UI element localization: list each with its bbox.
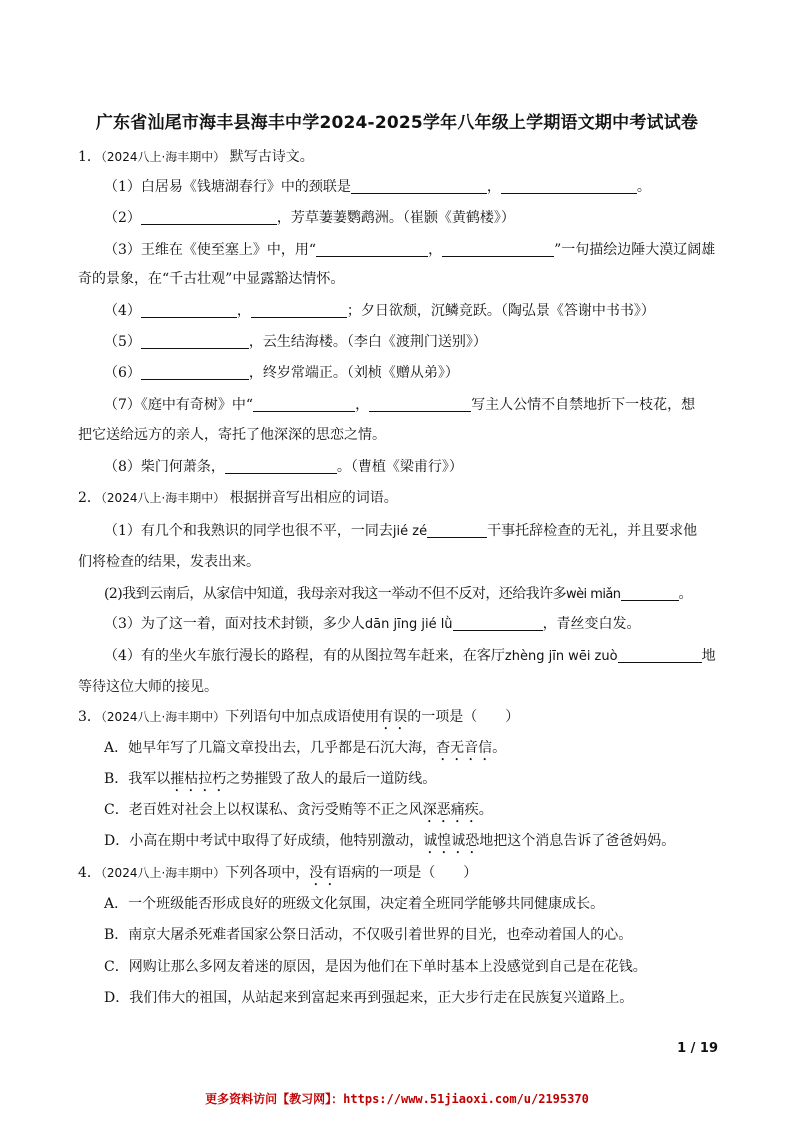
q2-item-1: （1）有几个和我熟识的同学也很不平，一同去jié zé 干事托辞检查的无礼，并且要求他 [104, 523, 698, 539]
q1-item-1: （1）白居易《钱塘湖春行》中的颈联是 ， 。 [104, 179, 651, 195]
answer-blank[interactable] [316, 242, 428, 257]
q1-item-3: （3）王维在《使至塞上》中，用“ ， ”一句描绘边陲大漠辽阔雄 [104, 242, 716, 258]
emphasized-text: 没有 [309, 865, 338, 881]
q3-option-a[interactable]: A．她早年写了几篇文章投出去，几乎都是石沉大海，杳无音信。 [104, 740, 507, 756]
answer-blank[interactable] [618, 648, 702, 663]
q2-item-2: (2)我到云南后，从家信中知道，我母亲对我这一举动不但不反对，还给我许多wèi miǎn 。 [104, 586, 692, 602]
q3-option-d[interactable]: D．小高在期中考试中取得了好成绩，他特别激动，诚惶诚恐地把这个消息告诉了爸爸妈妈。 [104, 833, 676, 849]
answer-blank[interactable] [453, 616, 543, 631]
q3-option-b[interactable]: B．我军以摧枯拉朽之势摧毁了敌人的最后一道防线。 [104, 771, 437, 787]
source-tag: （2024八上·海丰期中） [100, 710, 226, 724]
q1-item-4: （4） ， ；夕日欲颓，沉鳞竞跃。（陶弘景《答谢中书书》） [104, 303, 655, 319]
question-number: 4． [78, 865, 101, 881]
q2-item-3: （3）为了这一着，面对技术封锁，多少人dān jīng jié lǜ ，青丝变白发。 [104, 616, 641, 632]
answer-blank[interactable] [141, 334, 249, 349]
source-tag: （2024八上·海丰期中） [100, 866, 226, 880]
emphasized-text: 有误 [379, 709, 408, 725]
document-title: 广东省汕尾市海丰县海丰中学2024-2025学年八年级上学期语文期中考试试卷 [95, 113, 699, 133]
dotted-idiom: 摧枯拉朽 [170, 771, 227, 787]
answer-blank[interactable] [253, 397, 355, 412]
q1-item-7-cont: 把它送给远方的亲人，寄托了他深深的思恋之情。 [78, 427, 386, 443]
answer-blank[interactable] [351, 179, 487, 194]
question-prompt: 根据拼音写出相应的词语。 [229, 490, 398, 506]
pinyin: wèi miǎn [566, 587, 621, 602]
q1-item-5: （5） ，云生结海楼。（李白《渡荆门送别》） [104, 334, 487, 350]
question-prompt: 默写古诗文。 [229, 149, 314, 165]
q1-item-3-cont: 奇的景象，在“千古壮观”中显露豁达情怀。 [78, 271, 345, 287]
question-3-header: 3．（2024八上·海丰期中）下列语句中加点成语使用有误的一项是（ ） [78, 709, 520, 725]
answer-blank[interactable] [427, 523, 487, 538]
footer-link[interactable]: 更多资料访问【教习网】：https://www.51jiaoxi.com/u/2195370 [205, 1092, 589, 1106]
question-4-header: 4．（2024八上·海丰期中）下列各项中，没有语病的一项是（ ） [78, 865, 478, 881]
q1-item-2: （2） ，芳草萋萋鹦鹉洲。（崔颢《黄鹤楼》） [104, 210, 515, 226]
question-2-header [78, 489, 398, 507]
answer-blank[interactable] [141, 303, 237, 318]
q2-item-4-cont: 等待这位大师的接见。 [78, 679, 218, 695]
question-number: 1． [78, 149, 101, 165]
q4-option-b[interactable]: B．南京大屠杀死难者国家公祭日活动，不仅吸引着世界的目光，也牵动着国人的心。 [104, 927, 633, 943]
question-number: 3． [78, 709, 101, 725]
q2-item-1-cont: 们将检查的结果，发表出来。 [78, 554, 260, 570]
pinyin: jié zé [392, 524, 428, 539]
answer-blank[interactable] [369, 397, 471, 412]
dotted-idiom: 杳无音信 [436, 740, 493, 756]
q4-option-a[interactable]: A．一个班级能否形成良好的班级文化氛围，决定着全班同学能够共同健康成长。 [104, 896, 605, 912]
source-tag: （2024八上·海丰期中） [100, 150, 226, 164]
pinyin: dān jīng jié lǜ [364, 617, 453, 632]
dotted-idiom: 诚惶诚恐 [423, 833, 480, 849]
source-tag: （2024八上·海丰期中） [100, 491, 226, 505]
page-number: 1 / 19 [677, 1041, 718, 1056]
answer-blank[interactable] [442, 242, 554, 257]
answer-blank[interactable] [501, 179, 637, 194]
q3-option-c[interactable]: C．老百姓对社会上以权谋私、贪污受贿等不正之风深恶痛疾。 [104, 802, 493, 818]
answer-blank[interactable] [141, 365, 249, 380]
q4-option-d[interactable]: D．我们伟大的祖国，从站起来到富起来再到强起来，正大步行走在民族复兴道路上。 [104, 990, 634, 1006]
q4-option-c[interactable]: C．网购让那么多网友着迷的原因，是因为他们在下单时基本上没感觉到自己是在花钱。 [104, 959, 647, 975]
q1-item-8: （8）柴门何萧条， 。（曹植《梁甫行》） [104, 459, 463, 475]
q1-item-6: （6） ，终岁常端正。（刘桢《赠从弟》） [104, 365, 459, 381]
question-1-header [78, 148, 314, 166]
answer-blank[interactable] [225, 459, 337, 474]
answer-blank[interactable] [251, 303, 347, 318]
question-number: 2． [78, 490, 101, 506]
dotted-idiom: 深恶痛疾 [422, 802, 479, 818]
answer-blank[interactable] [141, 210, 277, 225]
pinyin: zhèng jīn wēi zuò [504, 649, 618, 664]
answer-blank[interactable] [621, 586, 679, 601]
q1-item-7: （7）《庭中有奇树》中“ ， 写主人公情不自禁地折下一枝花，想 [104, 397, 696, 413]
q2-item-4: （4）有的坐火车旅行漫长的路程，有的从图拉驾车赶来，在客厅zhèng jīn wēi zuò 地 [104, 648, 716, 664]
